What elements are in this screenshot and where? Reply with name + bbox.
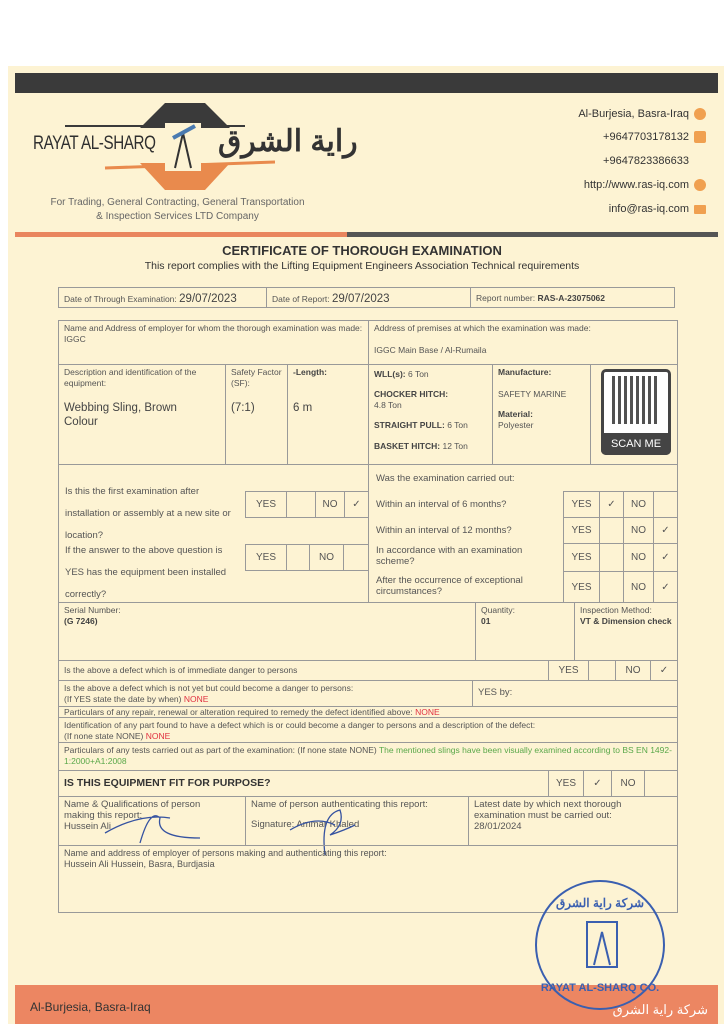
- q12-no-check[interactable]: ✓: [653, 517, 678, 544]
- first-exam-yes-label: YES: [245, 491, 287, 518]
- exam-date-cell: Date of Through Examination: 29/07/2023: [58, 287, 267, 308]
- future-danger-cell: Is the above a defect which is not yet but could become a danger to persons: (If YES state the date by when) NONE: [58, 680, 473, 707]
- tests-cell: Particulars of any tests carried out as part of the examination: (If none state NONE) The mentioned slings have been visually examined according to BS EN 1492-1:2000+A1:2008: [58, 742, 678, 771]
- scheme-label: In accordance with an examination scheme?: [376, 545, 523, 567]
- footer-address: Al-Burjesia, Basra-Iraq: [30, 1000, 151, 1014]
- exceptional-yes-box[interactable]: [599, 571, 624, 603]
- repair-cell: Particulars of any repair, renewal or alteration required to remedy the defect identified above: NONE: [58, 706, 678, 718]
- exceptional-yes-label: YES: [563, 571, 600, 603]
- wll-cell: WLL(s): 6 Ton CHOCKER HITCH: 4.8 Ton STRAIGHT PULL: 6 Ton BASKET HITCH: 12 Ton: [368, 364, 493, 465]
- certificate-subtitle: This report complies with the Lifting Equipment Engineers Association Technical requirements: [144, 260, 580, 272]
- qr-code[interactable]: [601, 369, 671, 455]
- report-number: RAS-A-23075062: [537, 293, 606, 303]
- mail-icon: [694, 205, 706, 214]
- website-link[interactable]: http://www.ras-iq.com: [583, 179, 689, 191]
- quantity: 01: [481, 616, 491, 626]
- scheme-yes-box[interactable]: [599, 543, 624, 572]
- q12-yes-box[interactable]: [599, 517, 624, 544]
- immediate-no-label: NO: [615, 660, 651, 681]
- fit-yes-check[interactable]: ✓: [583, 770, 612, 797]
- exam-date: 29/07/2023: [179, 293, 237, 305]
- employer-persons-cell: Name and address of employer of persons making and authenticating this report: Hussein Ali Hussein, Basra, Burdjasia: [58, 845, 678, 913]
- installed-yes-box[interactable]: [286, 544, 310, 571]
- carried-out-label: Was the examination carried out:: [376, 473, 515, 484]
- premises-value: IGGC Main Base / Al-Rumaila: [374, 345, 487, 355]
- straight-value: 6 Ton: [447, 420, 468, 430]
- report-date-cell: Date of Report: 29/07/2023: [266, 287, 471, 308]
- serial-number: (G 7246): [64, 616, 98, 626]
- report-number-cell: Report number: RAS-A-23075062: [470, 287, 675, 308]
- authenticator-cell: Name of person authenticating this report: Signature: Ammar Khaled: [245, 796, 469, 846]
- phone-1: +9647703178132: [603, 131, 689, 143]
- first-exam-yes-box[interactable]: [286, 491, 316, 518]
- q12-yes-label: YES: [563, 517, 600, 544]
- q6-no-label: NO: [623, 491, 654, 518]
- first-exam-question: Is this the first examination after installation or assembly at a new site or location?: [65, 486, 231, 541]
- stamp-text-en: RAYAT AL-SHARQ CO.: [540, 982, 660, 994]
- basket-value: 12 Ton: [442, 441, 468, 451]
- report-date: 29/07/2023: [332, 293, 390, 305]
- company-stamp: [535, 880, 665, 1010]
- safety-factor: (7:1): [231, 402, 255, 414]
- q6-yes-check[interactable]: ✓: [599, 491, 624, 518]
- tagline: [30, 196, 325, 224]
- fit-yes-label: YES: [548, 770, 584, 797]
- exceptional-label: After the occurrence of exceptional circumstances?: [376, 575, 523, 597]
- tests-value: The mentioned slings have been visually examined according to BS EN 1492-1:2000+A1:2008: [64, 745, 672, 766]
- manufacture-cell: Manufacture: SAFETY MARINE Material: Polyester: [492, 364, 591, 465]
- scheme-no-label: NO: [623, 543, 654, 572]
- immediate-no-check[interactable]: ✓: [650, 660, 678, 681]
- exceptional-no-check[interactable]: ✓: [653, 571, 678, 603]
- quantity-cell: Quantity: 01: [475, 602, 575, 661]
- certificate-title: CERTIFICATE OF THOROUGH EXAMINATION: [222, 243, 502, 258]
- fit-no-box[interactable]: [644, 770, 678, 797]
- authenticator: Signature: Ammar Khaled: [251, 819, 360, 830]
- inspection-method: VT & Dimension check: [580, 616, 672, 626]
- report-maker-cell: Name & Qualifications of person making this report: Hussein Ali: [58, 796, 246, 846]
- brand-name-en: RAYAT AL-SHARQ: [33, 133, 156, 154]
- installed-question: If the answer to the above question is YES has the equipment been installed correctly?: [65, 545, 227, 600]
- stamp-derrick-icon: [582, 917, 622, 972]
- phone-icon: [694, 131, 706, 143]
- footer-company-ar: شركة راية الشرق: [612, 1002, 708, 1017]
- tagline-line-2: & Inspection Services LTD Company: [96, 211, 259, 222]
- serial-cell: Serial Number: (G 7246): [58, 602, 476, 661]
- q12-no-label: NO: [623, 517, 654, 544]
- safety-factor-cell: Safety Factor (SF): (7:1): [225, 364, 288, 465]
- q6-no-box[interactable]: [653, 491, 678, 518]
- premises-cell: Address of premises at which the examination was made: IGGC Main Base / Al-Rumaila: [368, 320, 678, 365]
- exceptional-no-label: NO: [623, 571, 654, 603]
- immediate-yes-label: YES: [548, 660, 589, 681]
- manufacture-value: SAFETY MARINE: [498, 389, 567, 399]
- inspection-method-cell: Inspection Method: VT & Dimension check: [574, 602, 678, 661]
- next-exam-date: 28/01/2024: [474, 821, 522, 832]
- employer-value: IGGC: [64, 334, 86, 344]
- stamp-text-ar: شركة راية الشرق: [555, 896, 645, 910]
- choker-value: 4.8 Ton: [374, 400, 402, 410]
- scan-me-label: SCAN ME: [601, 433, 671, 455]
- immediate-yes-box[interactable]: [588, 660, 616, 681]
- brand-name-ar: راية الشرق: [218, 125, 358, 158]
- email-link[interactable]: info@ras-iq.com: [608, 203, 689, 215]
- location-pin-icon: [694, 108, 706, 120]
- scheme-no-check[interactable]: ✓: [653, 543, 678, 572]
- description-cell: Description and identification of the equipment: Webbing Sling, Brown Colour: [58, 364, 226, 465]
- installed-no-box[interactable]: [343, 544, 369, 571]
- scheme-yes-label: YES: [563, 543, 600, 572]
- material-value: Polyester: [498, 420, 534, 430]
- identification-cell: Identification of any part found to have a defect which is or could become a danger to persons and a description of the defect: (If none state NONE) NONE: [58, 717, 678, 743]
- tagline-line-1: For Trading, General Contracting, General Transportation: [50, 197, 305, 208]
- divider-orange: [15, 232, 347, 237]
- globe-icon: [694, 179, 706, 191]
- installed-no-label: NO: [309, 544, 344, 571]
- length-cell: -Length: 6 m: [287, 364, 369, 465]
- divider-dark: [347, 232, 718, 237]
- immediate-danger-cell: Is the above a defect which is of immediate danger to persons: [58, 660, 549, 681]
- address: Al-Burjesia, Basra-Iraq: [578, 108, 689, 120]
- next-exam-cell: Latest date by which next thorough examination must be carried out: 28/01/2024: [468, 796, 678, 846]
- fit-for-purpose-cell: IS THIS EQUIPMENT FIT FOR PURPOSE?: [58, 770, 549, 797]
- length-value: 6 m: [293, 402, 313, 414]
- wll-value: 6 Ton: [408, 369, 429, 379]
- first-exam-no-check[interactable]: ✓: [344, 491, 369, 518]
- first-exam-no-label: NO: [315, 491, 345, 518]
- q12-label: Within an interval of 12 months?: [376, 525, 512, 536]
- employer-cell: Name and Address of employer for whom the thorough examination was made: IGGC: [58, 320, 369, 365]
- equipment-description: Webbing Sling, Brown Colour: [64, 402, 177, 428]
- q6-label: Within an interval of 6 months?: [376, 499, 507, 510]
- header-bar: [15, 73, 718, 93]
- employer-persons: Hussein Ali Hussein, Basra, Burdjasia: [64, 859, 215, 869]
- yes-by-cell: YES by:: [472, 680, 678, 707]
- installed-yes-label: YES: [245, 544, 287, 571]
- signature-maker: [100, 808, 220, 848]
- fit-no-label: NO: [611, 770, 645, 797]
- q6-yes-label: YES: [563, 491, 600, 518]
- report-maker: Hussein Ali: [64, 821, 111, 832]
- phone-2: +9647823386633: [603, 155, 689, 167]
